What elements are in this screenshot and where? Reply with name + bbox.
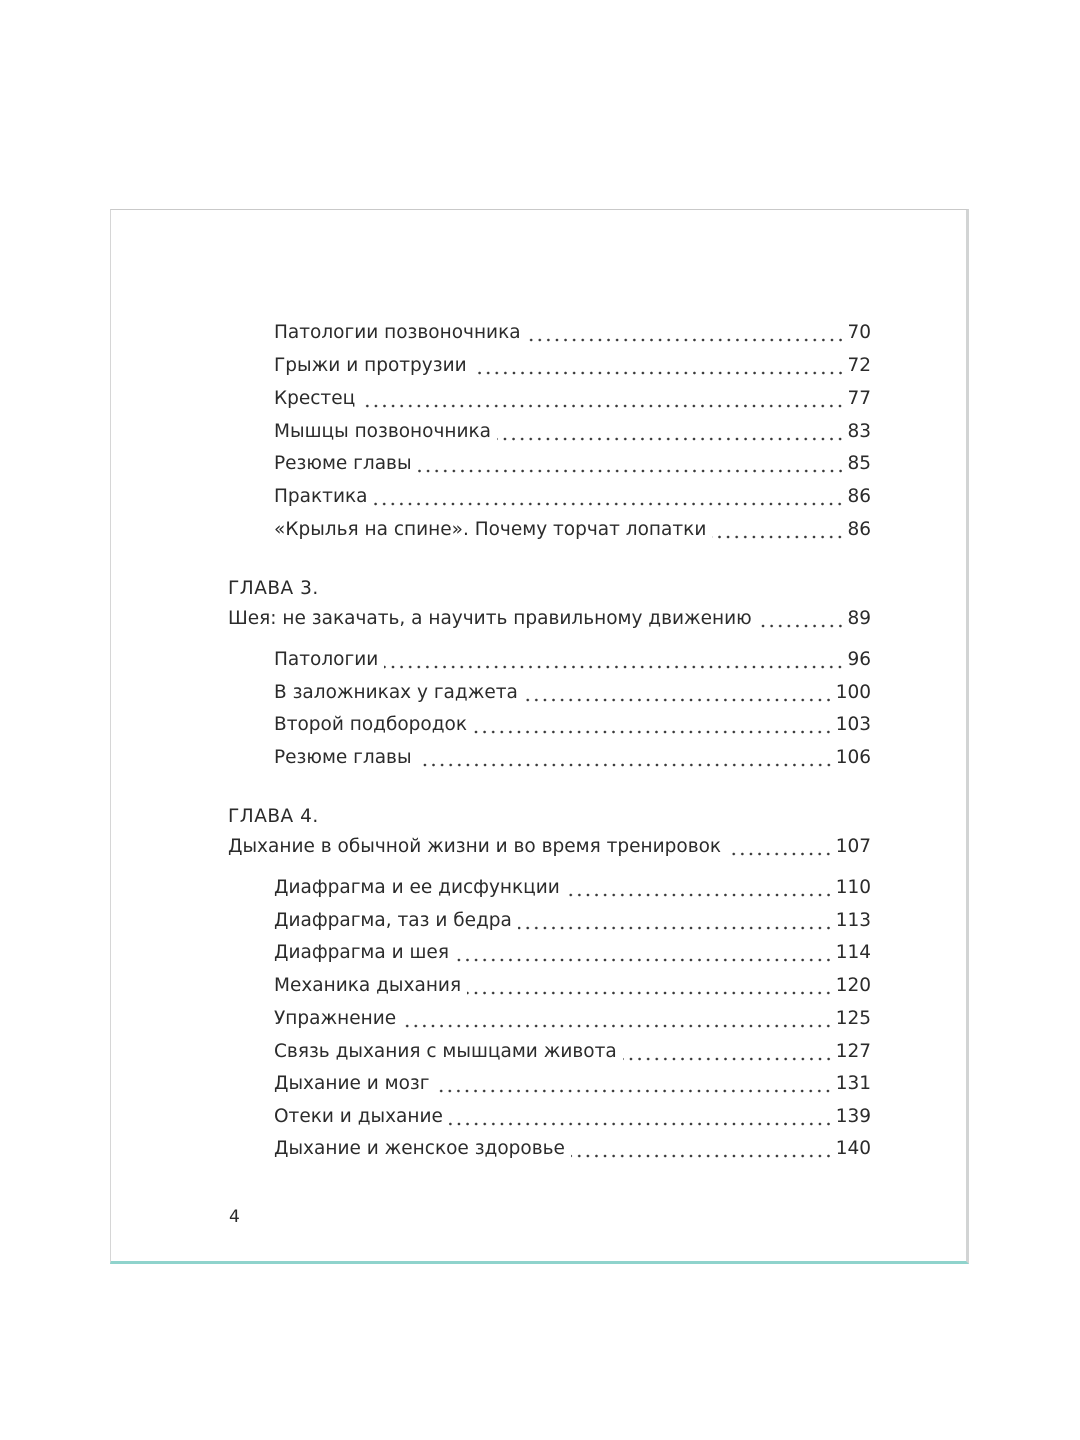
toc-entry-title: Дыхание и мозг bbox=[274, 1073, 430, 1094]
toc-entry-page: 140 bbox=[835, 1138, 871, 1159]
toc-entry bbox=[274, 1002, 871, 1032]
toc-entry bbox=[274, 969, 871, 999]
toc-entry-page: 72 bbox=[847, 355, 871, 376]
dot-leader bbox=[449, 1104, 833, 1130]
dot-leader bbox=[418, 451, 845, 477]
toc-entry bbox=[274, 447, 871, 477]
toc-entry bbox=[274, 349, 871, 379]
dot-leader bbox=[467, 973, 833, 999]
toc-entry-title: Диафрагма и шея bbox=[274, 942, 449, 963]
toc-entry bbox=[274, 513, 871, 543]
toc-entry bbox=[274, 480, 871, 510]
chapter-title: Дыхание в обычной жизни и во время тренировок bbox=[228, 836, 722, 857]
toc-entry-page: 113 bbox=[835, 910, 871, 931]
dot-leader bbox=[571, 1136, 833, 1162]
toc-entry bbox=[274, 1132, 871, 1162]
dot-leader bbox=[361, 386, 844, 412]
toc-entry bbox=[274, 676, 871, 706]
toc-entry bbox=[274, 1100, 871, 1130]
toc-entry-page: 114 bbox=[835, 942, 871, 963]
toc-entry-page: 120 bbox=[835, 975, 871, 996]
dot-leader bbox=[727, 834, 833, 860]
chapter-page: 89 bbox=[847, 608, 871, 629]
toc-entry bbox=[274, 741, 871, 771]
toc-entry-page: 83 bbox=[847, 421, 871, 442]
toc-entry-title: Связь дыхания с мышцами живота bbox=[274, 1041, 617, 1062]
dot-leader bbox=[473, 712, 833, 738]
chapter-title-entry bbox=[228, 830, 871, 860]
toc-entry-page: 131 bbox=[835, 1073, 871, 1094]
dot-leader bbox=[373, 484, 844, 510]
toc-entry-title: В заложниках у гаджета bbox=[274, 682, 518, 703]
toc-entry-title: Дыхание и женское здоровье bbox=[274, 1138, 565, 1159]
toc-entry-title: Упражнение bbox=[274, 1008, 397, 1029]
dot-leader bbox=[758, 606, 845, 632]
dot-leader bbox=[566, 875, 833, 901]
toc-entry bbox=[274, 936, 871, 966]
toc-entry-title: Патологии позвоночника bbox=[274, 322, 521, 343]
toc-entry bbox=[274, 904, 871, 934]
toc-entry-title: Практика bbox=[274, 486, 368, 507]
toc-entry-title: Грыжи и протрузии bbox=[274, 355, 467, 376]
chapter-title-entry bbox=[228, 602, 871, 632]
toc-entry-page: 86 bbox=[847, 519, 871, 540]
toc-entry-page: 77 bbox=[847, 388, 871, 409]
toc-entry-title: Второй подбородок bbox=[274, 714, 468, 735]
toc-entry-title: Резюме главы bbox=[274, 453, 412, 474]
toc-entry-page: 103 bbox=[835, 714, 871, 735]
dot-leader bbox=[527, 320, 845, 346]
dot-leader bbox=[623, 1039, 833, 1065]
dot-leader bbox=[384, 647, 844, 673]
toc-entry bbox=[274, 1067, 871, 1097]
toc-entry bbox=[274, 871, 871, 901]
dot-leader bbox=[455, 940, 833, 966]
toc-entry-title: Резюме главы bbox=[274, 747, 412, 768]
dot-leader bbox=[402, 1006, 833, 1032]
toc-entry-title: Диафрагма и ее дисфункции bbox=[274, 877, 560, 898]
toc-entry-page: 70 bbox=[847, 322, 871, 343]
chapter-page: 107 bbox=[835, 836, 871, 857]
toc-entry bbox=[274, 382, 871, 412]
chapter-label: ГЛАВА 3. bbox=[228, 578, 319, 599]
toc-entry-title: Механика дыхания bbox=[274, 975, 462, 996]
toc-entry-title: Мышцы позвоночника bbox=[274, 421, 492, 442]
dot-leader bbox=[418, 745, 833, 771]
dot-leader bbox=[435, 1071, 832, 1097]
toc-entry bbox=[274, 316, 871, 346]
dot-leader bbox=[524, 680, 833, 706]
table-of-contents bbox=[111, 210, 966, 1261]
toc-entry-page: 100 bbox=[835, 682, 871, 703]
page-number: 4 bbox=[229, 1207, 240, 1227]
toc-entry-page: 127 bbox=[835, 1041, 871, 1062]
toc-entry-title: Крестец bbox=[274, 388, 356, 409]
toc-entry-page: 139 bbox=[835, 1106, 871, 1127]
chapter-title: Шея: не закачать, а научить правильному движению bbox=[228, 608, 752, 629]
toc-entry-title: «Крылья на спине». Почему торчат лопатки bbox=[274, 519, 707, 540]
toc-entry-page: 110 bbox=[835, 877, 871, 898]
toc-entry bbox=[274, 708, 871, 738]
dot-leader bbox=[497, 419, 844, 445]
toc-entry bbox=[274, 1035, 871, 1065]
toc-entry-page: 96 bbox=[847, 649, 871, 670]
dot-leader bbox=[518, 908, 833, 934]
toc-entry-page: 125 bbox=[835, 1008, 871, 1029]
toc-entry-page: 85 bbox=[847, 453, 871, 474]
dot-leader bbox=[473, 353, 845, 379]
chapter-label: ГЛАВА 4. bbox=[228, 806, 319, 827]
toc-entry-title: Диафрагма, таз и бедра bbox=[274, 910, 512, 931]
toc-entry bbox=[274, 643, 871, 673]
toc-entry-page: 86 bbox=[847, 486, 871, 507]
toc-entry-title: Патологии bbox=[274, 649, 379, 670]
book-page bbox=[110, 209, 969, 1264]
dot-leader bbox=[712, 517, 844, 543]
toc-entry-page: 106 bbox=[835, 747, 871, 768]
toc-entry bbox=[274, 415, 871, 445]
toc-entry-title: Отеки и дыхание bbox=[274, 1106, 443, 1127]
